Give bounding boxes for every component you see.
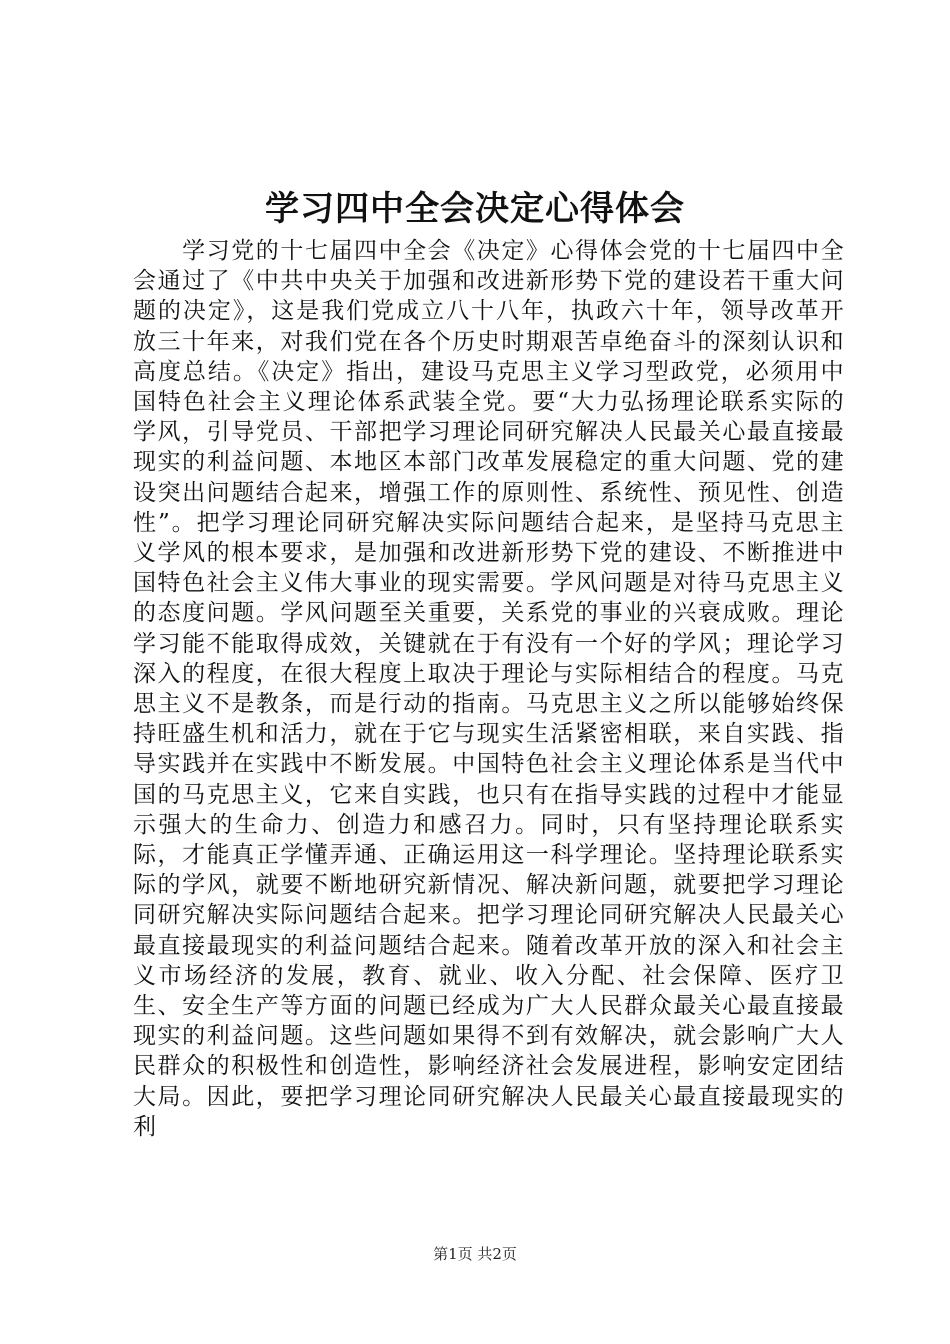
document-body-paragraph: 学习党的十七届四中全会《决定》心得体会党的十七届四中全会通过了《中共中央关于加强和改进新形势下党的建设若干重大问题的决定》，这是我们党成立八十八年，执政六十年，领导改革开放三十年来，对我们党在各个历史时期艰苦卓绝奋斗的深刻认识和高度总结。《决定》指出，建设马克思主义学习型政党，必须用中国特色社会主义理论体系武装全党。要“大力弘扬理论联系实际的学风，引导党员、干部把学习理论同研究解决人民最关心最直接最现实的利益问题、本地区本部门改革发展稳定的重大问题、党的建设突出问题结合起来，增强工作的原则性、系统性、预见性、创造性”。把学习理论同研究解决实际问题结合起来，是坚持马克思主义学风的根本要求，是加强和改进新形势下党的建设、不断推进中国特色社会主义伟大事业的现实需要。学风问题是对待马克思主义的态度问题。学风问题至关重要，关系党的事业的兴衰成败。理论学习能不能取得成效，关键就在于有没有一个好的学风；理论学习深入的程度，在很大程度上取决于理论与实际相结合的程度。马克思主义不是教条，而是行动的指南。马克思主义之所以能够始终保持旺盛生机和活力，就在于它与现实生活紧密相联，来自实践、指导实践并在实践中不断发展。中国特色社会主义理论体系是当代中国的马克思主义，它来自实践，也只有在指导实践的过程中才能显示强大的生命力、创造力和感召力。同时，只有坚持理论联系实际，才能真正学懂弄通、正确运用这一科学理论。坚持理论联系实际的学风，就要不断地研究新情况、解决新问题，就要把学习理论同研究解决实际问题结合起来。把学习理论同研究解决人民最关心最直接最现实的利益问题结合起来。随着改革开放的深入和社会主义市场经济的发展，教育、就业、收入分配、社会保障、医疗卫生、安全生产等方面的问题已经成为广大人民群众最关心最直接最现实的利益问题。这些问题如果得不到有效解决，就会影响广大人民群众的积极性和创造性，影响经济社会发展进程，影响安定团结大局。因此，要把学习理论同研究解决人民最关心最直接最现实的利 <box>133 238 845 1140</box>
document-title: 学习四中全会决定心得体会 <box>265 189 685 229</box>
page-footer: 第1页 共2页 <box>433 1245 517 1263</box>
